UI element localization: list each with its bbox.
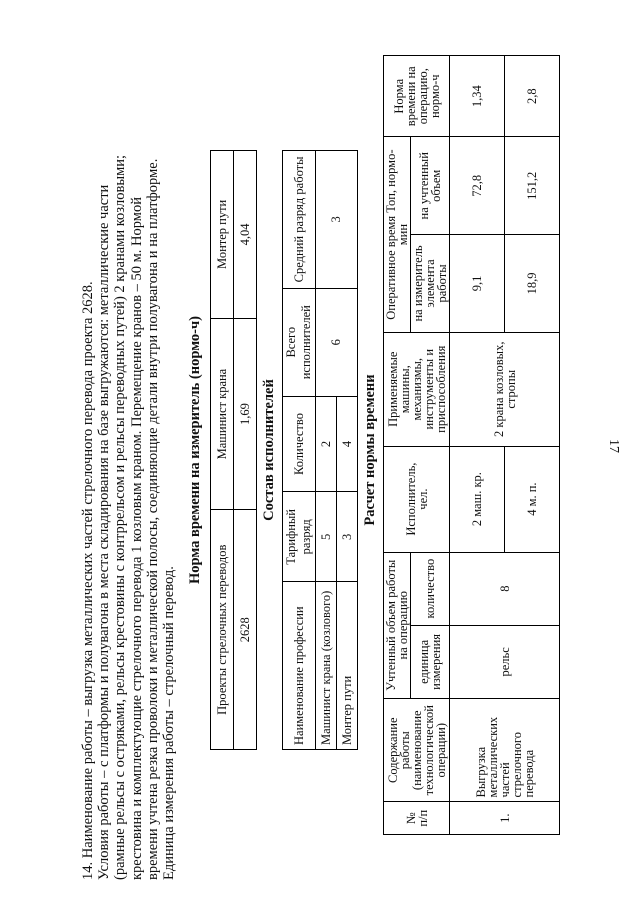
page-number: 17 bbox=[606, 439, 621, 453]
norm-header-operator: Машинист крана bbox=[211, 318, 234, 510]
calc-table bbox=[383, 55, 560, 835]
calc-cell-per-volume: 72,8 bbox=[450, 137, 505, 235]
calc-title: Расчет нормы времени bbox=[362, 374, 379, 526]
staff-cell-count: 2 bbox=[316, 396, 337, 492]
staff-cell-avg: 3 bbox=[316, 151, 358, 289]
calc-header-unit: единица измерения bbox=[411, 625, 450, 698]
calc-cell-per-element: 9,1 bbox=[450, 235, 505, 333]
staff-cell-total: 6 bbox=[316, 288, 358, 396]
calc-cell-per-volume: 151,2 bbox=[505, 137, 560, 235]
calc-header-optime: Оперативное время Топ, нормо-мин bbox=[384, 137, 411, 332]
calc-cell-performer: 2 маш. кр. bbox=[450, 446, 505, 552]
calc-cell-content: Выгрузка металлических частей стрелочного перевода bbox=[450, 699, 560, 802]
intro-line-6: Единица измерения работы – стрелочный перевод. bbox=[161, 566, 178, 880]
rotated-content bbox=[80, 20, 600, 880]
calc-cell-norm: 1,34 bbox=[450, 56, 505, 137]
calc-cell-qty: 8 bbox=[450, 552, 560, 625]
calc-header-per-volume: на учтенный объем bbox=[411, 137, 450, 235]
calc-header-per-element: на измеритель элемента работы bbox=[411, 235, 450, 333]
norm-header-projects: Проекты стрелочных переводов bbox=[211, 510, 234, 750]
staff-table bbox=[282, 150, 358, 750]
norm-cell-operator: 1,69 bbox=[234, 318, 257, 510]
staff-cell-profession: Машинист крана (козлового) bbox=[316, 582, 337, 750]
staff-title: Состав исполнителей bbox=[261, 379, 278, 521]
calc-header-content: Содержание работы (наименование технологической операции) bbox=[384, 699, 450, 802]
calc-cell-machines: 2 крана козловых, стропы bbox=[450, 332, 560, 446]
staff-cell-grade: 3 bbox=[337, 492, 358, 582]
calc-header-volume: Учтенный объем работы на операцию bbox=[384, 552, 411, 699]
staff-header-avg: Средний разряд работы bbox=[283, 151, 316, 289]
staff-cell-profession: Монтер пути bbox=[337, 582, 358, 750]
calc-header-norm: Норма времени на операцию, нормо-ч bbox=[384, 56, 450, 137]
norm-table bbox=[210, 150, 257, 750]
calc-header-machines: Применяемые машины, механизмы, инструменты и приспособления bbox=[384, 332, 450, 446]
norm-cell-track: 4,04 bbox=[234, 151, 257, 319]
calc-cell-per-element: 18,9 bbox=[505, 235, 560, 333]
calc-header-qty: количество bbox=[411, 552, 450, 625]
intro-paragraph bbox=[80, 20, 177, 880]
staff-header-total: Всего исполнителей bbox=[283, 288, 316, 396]
intro-line-2: Условия работы – с платформы и полувагона в места складирования на базе выгружаются: металлические части bbox=[96, 184, 113, 880]
intro-line-3: (рамные рельсы с остряками, рельсы крестовины с контррельсом и рельсы переводных путей) 2 кранами козловыми; bbox=[112, 154, 129, 880]
calc-cell-num: 1. bbox=[450, 802, 560, 835]
calc-header-performer: Исполнитель, чел. bbox=[384, 446, 450, 552]
intro-line-4: крестовина и комплектующие стрелочного перевода 1 козловым краном. Перемещение кранов – 50 м. Нормой bbox=[128, 197, 145, 880]
staff-header-count: Количество bbox=[283, 396, 316, 492]
calc-cell-performer: 4 м. п. bbox=[505, 446, 560, 552]
norm-cell-project: 2628 bbox=[234, 510, 257, 750]
calc-cell-unit: рельс bbox=[450, 625, 560, 698]
staff-header-profession: Наименование профессии bbox=[283, 582, 316, 750]
norm-header-track: Монтер пути bbox=[211, 151, 234, 319]
staff-header-grade: Тарифный разряд bbox=[283, 492, 316, 582]
calc-header-num: № п/п bbox=[384, 802, 450, 835]
staff-cell-grade: 5 bbox=[316, 492, 337, 582]
staff-cell-count: 4 bbox=[337, 396, 358, 492]
intro-line-1: 14. Наименование работы – выгрузка металлических частей стрелочного перевода проекта 2628. bbox=[80, 281, 96, 880]
calc-cell-norm: 2,8 bbox=[505, 56, 560, 137]
intro-line-5: времени учтена резка проволоки и металлической полосы, соединяющие детали внутри полувагона и на платформе. bbox=[144, 158, 161, 880]
norm-title: Норма времени на измеритель (нормо-ч) bbox=[187, 316, 204, 584]
